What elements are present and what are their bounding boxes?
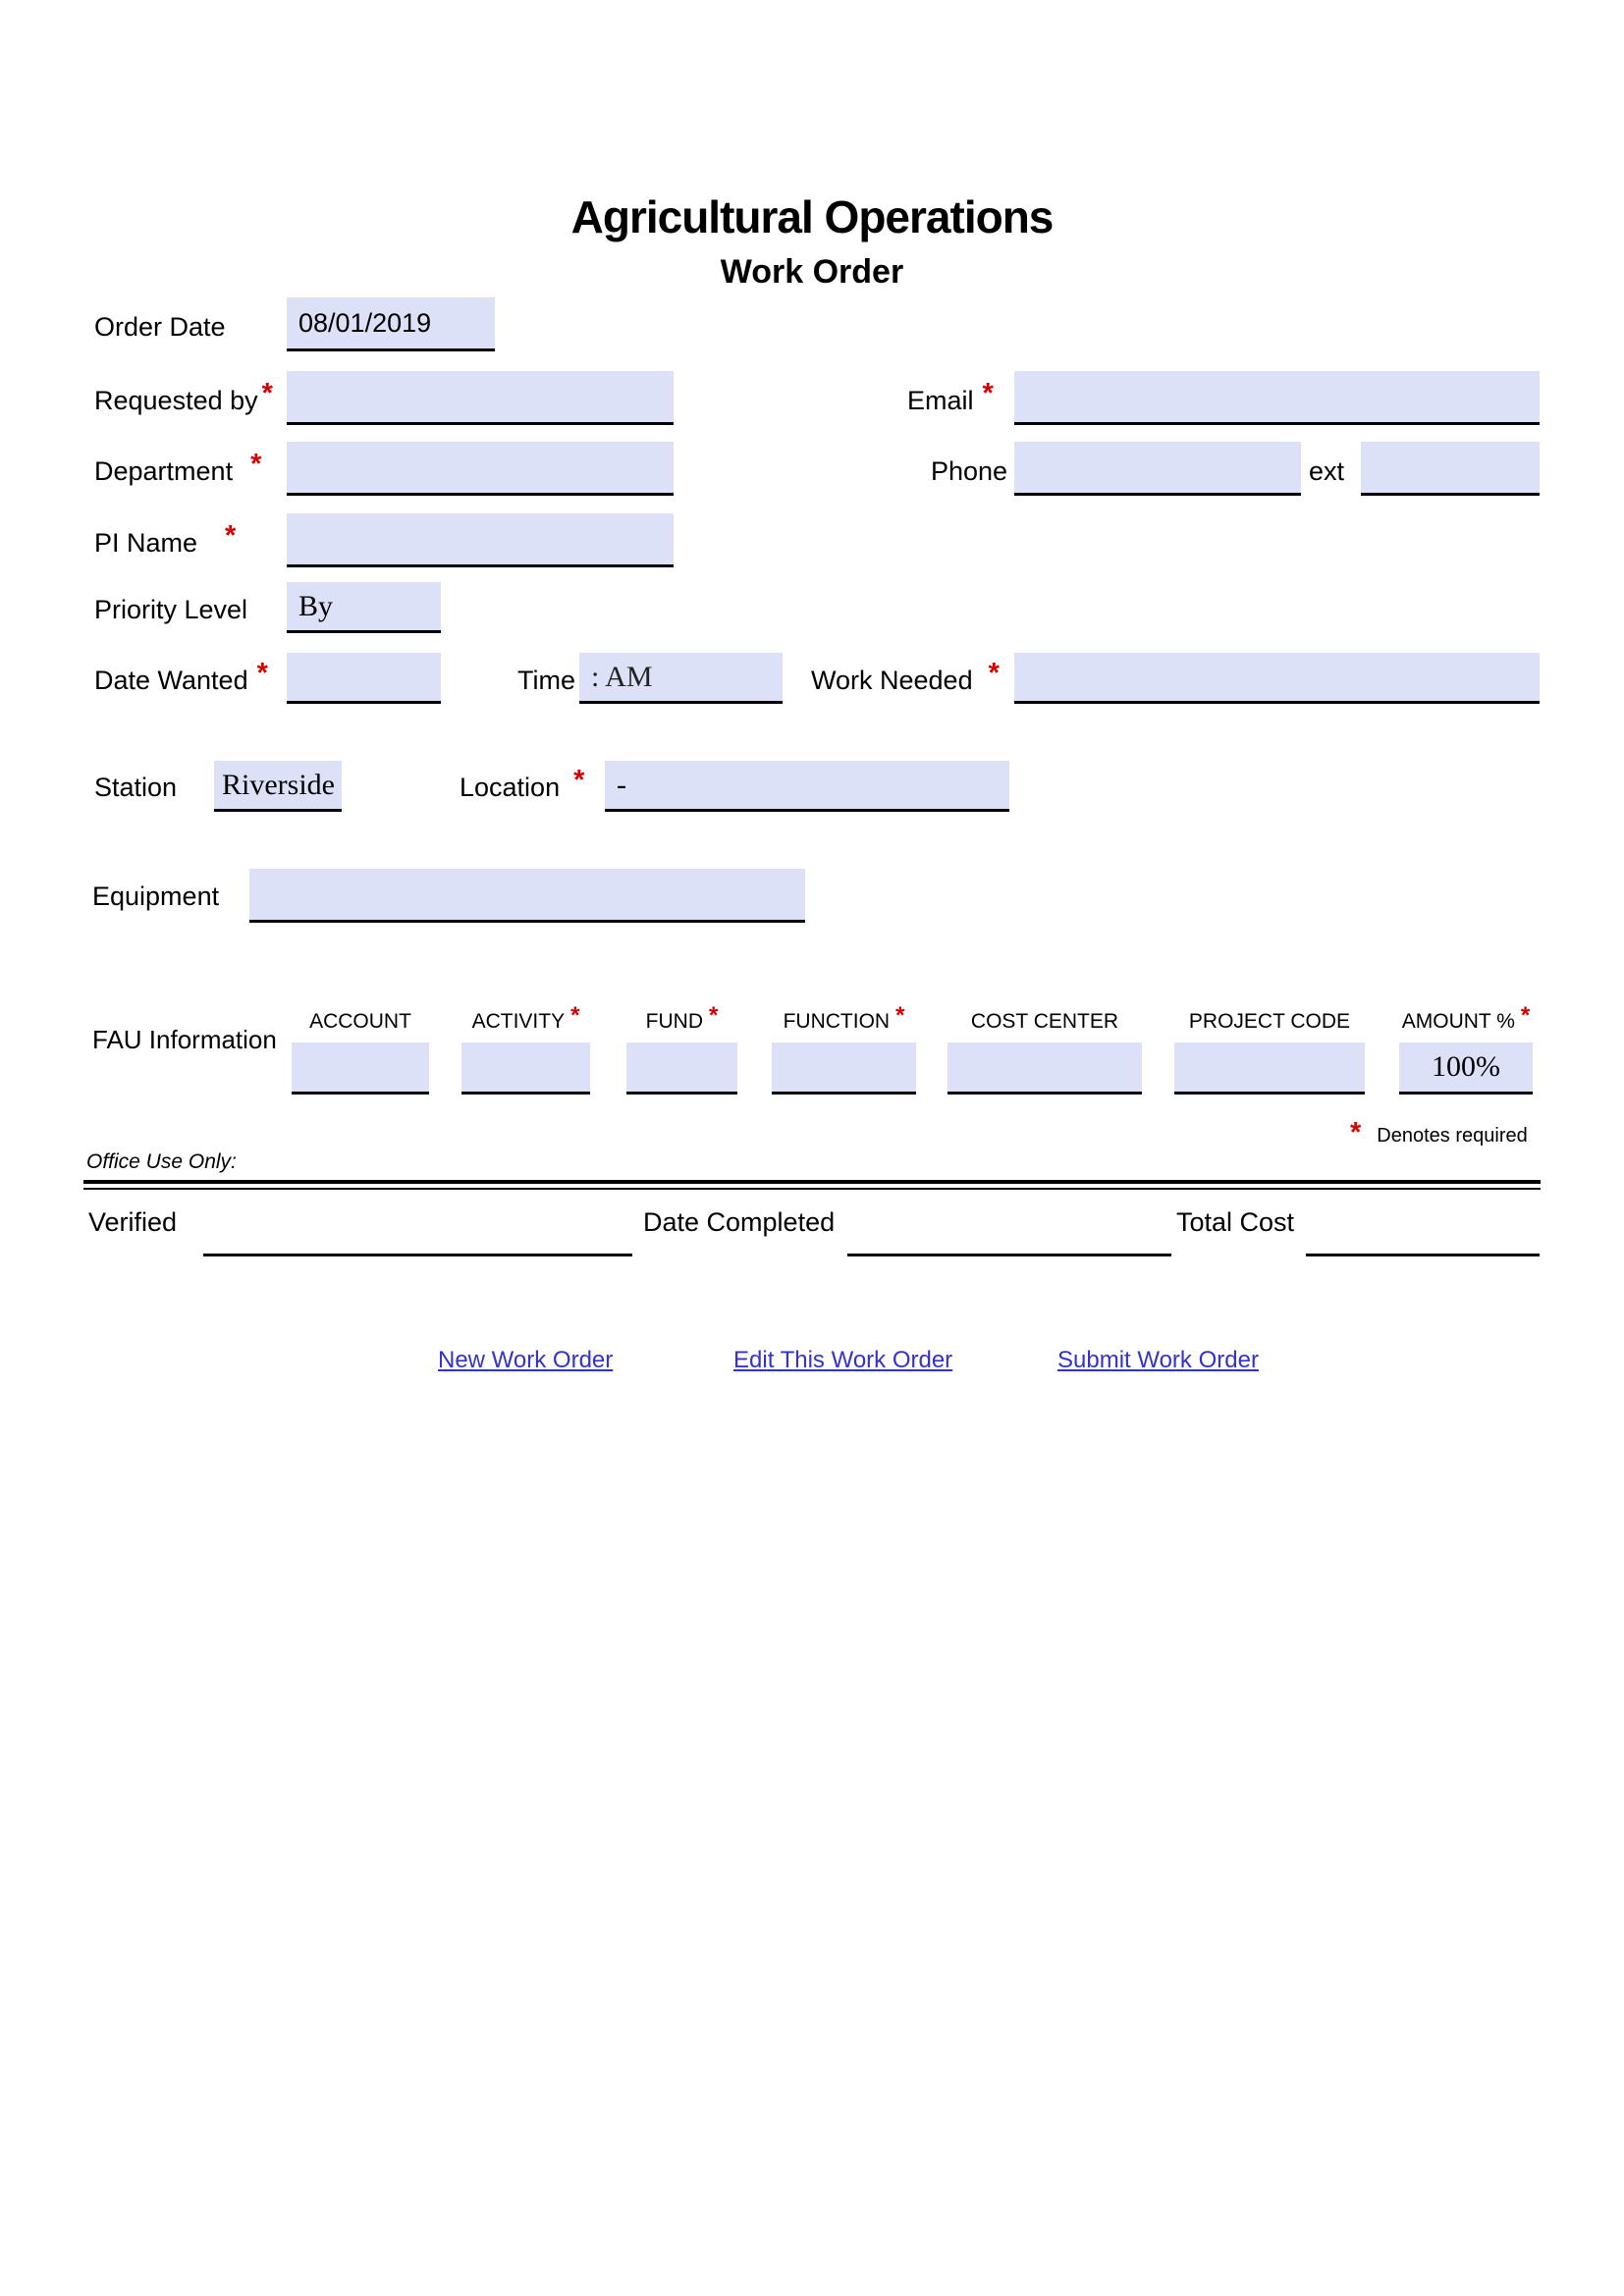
priority-level-label: Priority Level: [94, 595, 248, 624]
date-completed-line: [847, 1254, 1171, 1256]
edit-this-work-order-link[interactable]: Edit This Work Order: [733, 1347, 953, 1373]
fau-column-activity: [461, 1002, 590, 1095]
fau-project-code-field[interactable]: [1174, 1042, 1365, 1095]
required-asterisk: *: [573, 765, 585, 796]
required-asterisk: *: [1520, 1002, 1531, 1029]
time-field[interactable]: : AM: [579, 653, 783, 704]
work-needed-field[interactable]: [1014, 653, 1540, 704]
date-wanted-field[interactable]: [287, 653, 441, 704]
fau-column-fund: [626, 1002, 737, 1095]
ext-label: ext: [1309, 456, 1345, 486]
form-subtitle: Work Order: [720, 253, 904, 291]
requested-by-label: Requested by *: [94, 378, 273, 415]
fau-amount-field[interactable]: 100%: [1399, 1042, 1533, 1095]
required-asterisk: *: [570, 1002, 580, 1029]
divider-line-bottom: [83, 1188, 1541, 1190]
pi-name-label: PI Name *: [94, 520, 237, 558]
work-needed-label: Work Needed *: [811, 658, 1000, 695]
station-label: Station: [94, 773, 178, 802]
submit-work-order-link[interactable]: Submit Work Order: [1057, 1347, 1259, 1373]
order-date-field[interactable]: 08/01/2019: [287, 297, 495, 351]
fau-activity-header: ACTIVITY *: [471, 1002, 580, 1033]
station-field[interactable]: Riverside: [214, 761, 342, 812]
fau-account-field[interactable]: [292, 1042, 429, 1095]
required-asterisk: *: [1350, 1117, 1362, 1148]
ext-field[interactable]: [1361, 442, 1540, 496]
equipment-field[interactable]: [249, 869, 805, 923]
required-asterisk: *: [250, 449, 262, 480]
email-label: Email *: [907, 378, 994, 415]
fau-project-code-header: PROJECT CODE: [1188, 1010, 1351, 1033]
fau-cost-center-field[interactable]: [947, 1042, 1142, 1095]
fau-column-cost-center: [947, 1007, 1142, 1095]
date-completed-label: Date Completed: [643, 1207, 836, 1237]
total-cost-label: Total Cost: [1176, 1207, 1295, 1237]
fau-cost-center-header: COST CENTER: [970, 1010, 1119, 1033]
fau-function-field[interactable]: [772, 1042, 916, 1095]
phone-label: Phone: [931, 456, 1008, 486]
required-asterisk: *: [895, 1002, 905, 1029]
order-date-label: Order Date: [94, 312, 226, 342]
required-asterisk: *: [988, 658, 1000, 689]
required-asterisk: *: [225, 520, 237, 552]
date-wanted-label: Date Wanted *: [94, 658, 268, 695]
fau-column-amount: [1399, 1002, 1533, 1095]
office-use-only-heading: Office Use Only:: [86, 1150, 237, 1173]
fau-amount-header: AMOUNT % *: [1401, 1002, 1531, 1033]
required-asterisk: *: [982, 378, 994, 409]
form-title: Agricultural Operations: [570, 191, 1054, 242]
location-label: Location *: [460, 765, 585, 802]
fau-column-project-code: [1174, 1007, 1365, 1095]
verified-line: [203, 1254, 632, 1256]
total-cost-line: [1306, 1254, 1540, 1256]
required-asterisk: *: [256, 658, 268, 689]
department-field[interactable]: [287, 442, 674, 496]
fau-function-header: FUNCTION *: [783, 1002, 905, 1033]
fau-information-label: FAU Information: [92, 1025, 277, 1054]
email-field[interactable]: [1014, 371, 1540, 425]
department-label: Department *: [94, 449, 262, 486]
divider-line-top: [83, 1180, 1541, 1184]
required-asterisk: *: [708, 1002, 719, 1029]
fau-account-header: ACCOUNT: [309, 1010, 411, 1033]
required-legend: [1350, 1119, 1528, 1148]
fau-column-function: [772, 1002, 916, 1095]
required-asterisk: *: [261, 378, 273, 409]
phone-field[interactable]: [1014, 442, 1301, 496]
fau-fund-header: FUND *: [645, 1002, 719, 1033]
equipment-label: Equipment: [92, 881, 220, 911]
time-label: Time: [517, 666, 575, 695]
fau-column-account: [292, 1007, 429, 1095]
fau-fund-field[interactable]: [626, 1042, 737, 1095]
verified-label: Verified: [88, 1207, 178, 1237]
location-field[interactable]: -: [605, 761, 1009, 812]
priority-level-field[interactable]: By: [287, 582, 441, 633]
fau-activity-field[interactable]: [461, 1042, 590, 1095]
pi-name-field[interactable]: [287, 513, 674, 567]
new-work-order-link[interactable]: New Work Order: [438, 1347, 614, 1373]
required-legend-text: Denotes required: [1377, 1125, 1528, 1147]
requested-by-field[interactable]: [287, 371, 674, 425]
